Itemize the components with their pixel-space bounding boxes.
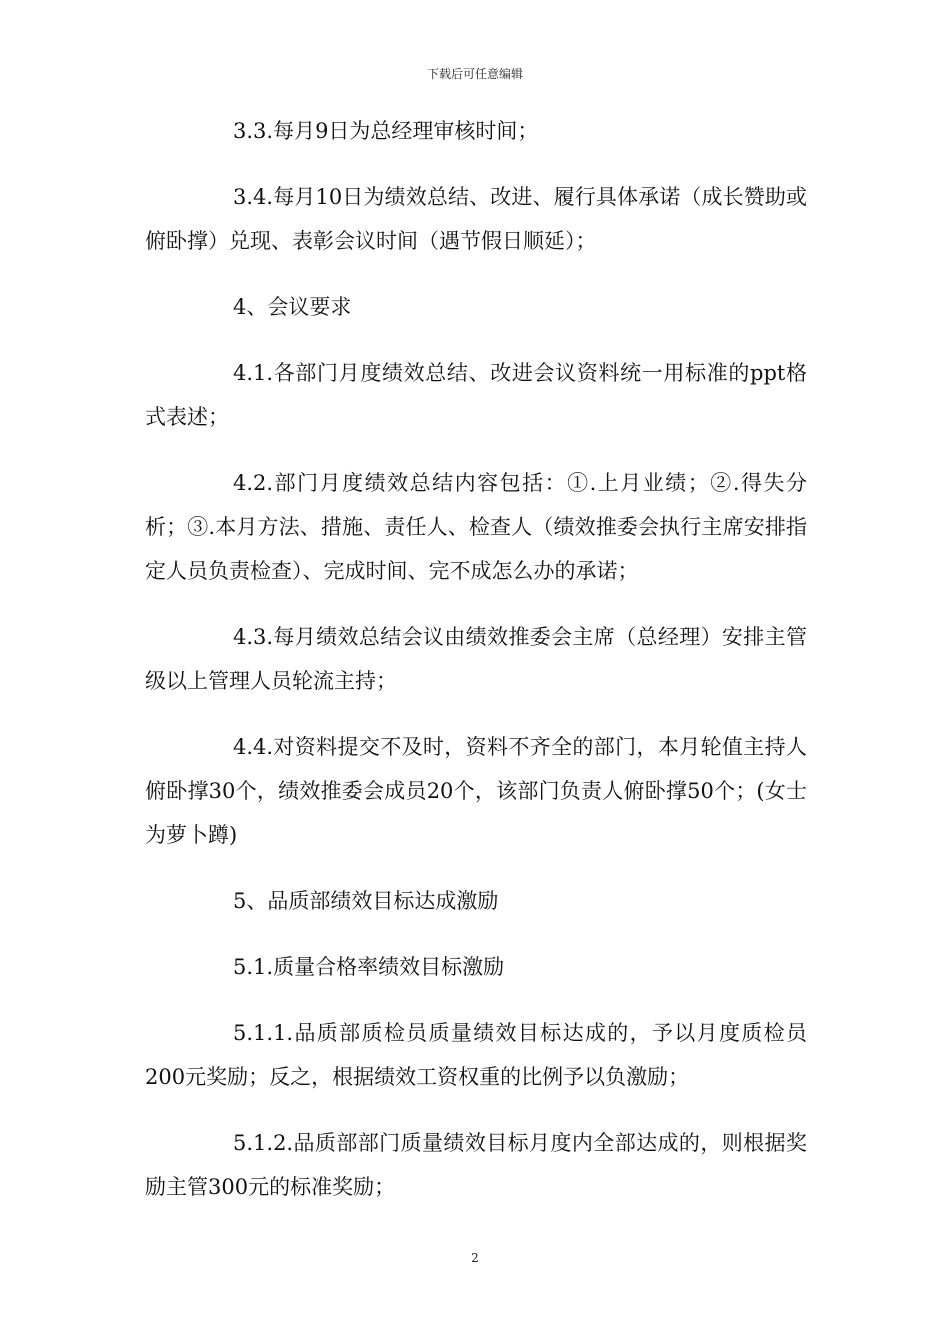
paragraph-3-4: 3.4.每月10日为绩效总结、改进、履行具体承诺（成长赞助或俯卧撑）兑现、表彰会议时间（遇节假日顺延）；	[145, 185, 807, 253]
page-header: 下载后可任意编辑	[426, 67, 523, 81]
section-heading-4: 4、会议要求	[233, 295, 352, 319]
subsection-heading-5-1: 5.1.质量合格率绩效目标激励	[233, 955, 505, 979]
paragraph-4-1: 4.1.各部门月度绩效总结、改进会议资料统一用标准的ppt格式表述；	[145, 361, 807, 429]
paragraph-5-1-1: 5.1.1.品质部质检员质量绩效目标达成的，予以月度质检员200元奖励；反之，根据绩效工资权重的比例予以负激励；	[145, 1021, 807, 1089]
paragraph-5-1-2: 5.1.2.品质部部门质量绩效目标月度内全部达成的，则根据奖励主管300元的标准奖励；	[145, 1131, 807, 1199]
page-number: 2	[471, 1251, 479, 1265]
paragraph-4-2: 4.2.部门月度绩效总结内容包括：①.上月业绩；②.得失分析；③.本月方法、措施、责任人、检查人（绩效推委会执行主席安排指定人员负责检查）、完成时间、完不成怎么办的承诺；	[145, 471, 807, 583]
paragraph-3-3: 3.3.每月9日为总经理审核时间；	[233, 119, 539, 143]
section-heading-5: 5、品质部绩效目标达成激励	[233, 889, 499, 913]
paragraph-4-4: 4.4.对资料提交不及时，资料不齐全的部门，本月轮值主持人俯卧撑30个，绩效推委会成员20个，该部门负责人俯卧撑50个；(女士为萝卜蹲)	[145, 735, 807, 847]
paragraph-4-3: 4.3.每月绩效总结会议由绩效推委会主席（总经理）安排主管级以上管理人员轮流主持；	[145, 625, 807, 693]
document-body	[145, 109, 807, 1231]
